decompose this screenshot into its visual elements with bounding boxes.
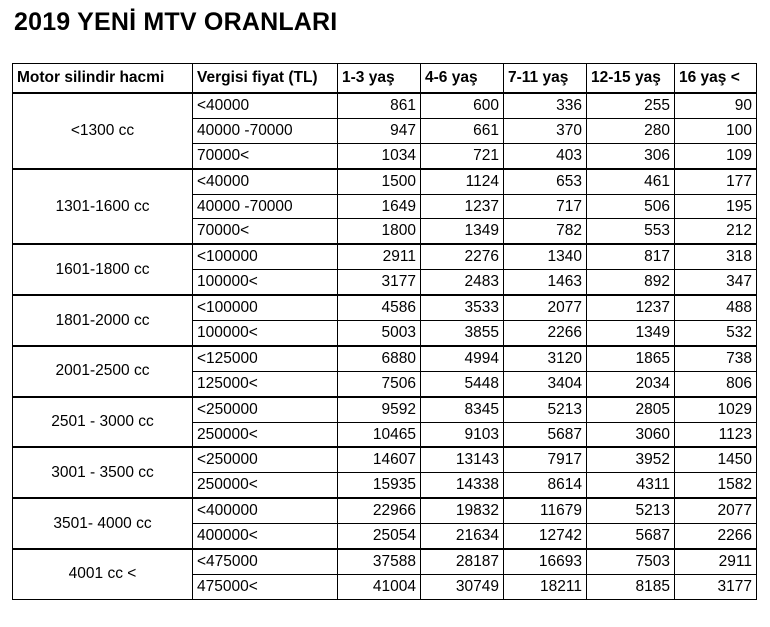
tax-value-cell: 806 (675, 371, 757, 396)
tax-value-cell: 947 (338, 118, 421, 143)
tax-value-cell: 19832 (421, 498, 504, 523)
tax-value-cell: 2077 (504, 295, 587, 320)
tax-value-cell: 336 (504, 93, 587, 118)
tax-value-cell: 28187 (421, 549, 504, 574)
table-row (13, 447, 757, 472)
price-range-cell: 40000 -70000 (193, 194, 338, 219)
tax-value-cell: 5687 (587, 524, 675, 549)
tax-value-cell: 1340 (504, 244, 587, 269)
tax-value-cell: 1349 (421, 219, 504, 244)
tax-value-cell: 506 (587, 194, 675, 219)
tax-value-cell: 14607 (338, 447, 421, 472)
engine-capacity-cell: 1601-1800 cc (13, 244, 193, 295)
table-body (13, 93, 757, 599)
tax-value-cell: 1865 (587, 346, 675, 371)
tax-value-cell: 4586 (338, 295, 421, 320)
price-range-cell: 400000< (193, 524, 338, 549)
engine-capacity-cell: 3501- 4000 cc (13, 498, 193, 549)
tax-value-cell: 3120 (504, 346, 587, 371)
table-row (13, 549, 757, 574)
price-range-cell: 100000< (193, 321, 338, 346)
table-header-row (13, 64, 757, 94)
tax-value-cell: 8614 (504, 473, 587, 498)
tax-value-cell: 738 (675, 346, 757, 371)
tax-value-cell: 1800 (338, 219, 421, 244)
price-range-cell: <250000 (193, 447, 338, 472)
tax-value-cell: 5448 (421, 371, 504, 396)
tax-value-cell: 661 (421, 118, 504, 143)
column-header: 4-6 yaş (421, 64, 504, 94)
tax-value-cell: 9592 (338, 397, 421, 422)
tax-value-cell: 7503 (587, 549, 675, 574)
price-range-cell: <40000 (193, 169, 338, 194)
column-header: Motor silindir hacmi (13, 64, 193, 94)
table-row (13, 295, 757, 320)
price-range-cell: <100000 (193, 295, 338, 320)
tax-value-cell: 2266 (504, 321, 587, 346)
tax-value-cell: 553 (587, 219, 675, 244)
engine-capacity-cell: 2501 - 3000 cc (13, 397, 193, 448)
engine-capacity-cell: <1300 cc (13, 93, 193, 169)
price-range-cell: 100000< (193, 270, 338, 295)
tax-value-cell: 5213 (587, 498, 675, 523)
tax-value-cell: 461 (587, 169, 675, 194)
tax-value-cell: 5687 (504, 422, 587, 447)
price-range-cell: 70000< (193, 219, 338, 244)
tax-value-cell: 100 (675, 118, 757, 143)
tax-value-cell: 255 (587, 93, 675, 118)
column-header: 16 yaş < (675, 64, 757, 94)
tax-value-cell: 12742 (504, 524, 587, 549)
tax-value-cell: 782 (504, 219, 587, 244)
tax-value-cell: 13143 (421, 447, 504, 472)
engine-capacity-cell: 1301-1600 cc (13, 169, 193, 245)
tax-value-cell: 8185 (587, 574, 675, 599)
tax-value-cell: 306 (587, 143, 675, 168)
tax-value-cell: 1500 (338, 169, 421, 194)
tax-value-cell: 30749 (421, 574, 504, 599)
tax-value-cell: 3952 (587, 447, 675, 472)
tax-value-cell: 3855 (421, 321, 504, 346)
tax-value-cell: 1349 (587, 321, 675, 346)
price-range-cell: <100000 (193, 244, 338, 269)
tax-value-cell: 11679 (504, 498, 587, 523)
tax-value-cell: 1123 (675, 422, 757, 447)
tax-value-cell: 90 (675, 93, 757, 118)
tax-value-cell: 2266 (675, 524, 757, 549)
column-header: 12-15 yaş (587, 64, 675, 94)
column-header: 7-11 yaş (504, 64, 587, 94)
tax-value-cell: 109 (675, 143, 757, 168)
tax-value-cell: 195 (675, 194, 757, 219)
table-row (13, 244, 757, 269)
tax-value-cell: 4994 (421, 346, 504, 371)
engine-capacity-cell: 1801-2000 cc (13, 295, 193, 346)
table-row (13, 346, 757, 371)
tax-value-cell: 280 (587, 118, 675, 143)
tax-value-cell: 861 (338, 93, 421, 118)
tax-value-cell: 3177 (675, 574, 757, 599)
price-range-cell: <400000 (193, 498, 338, 523)
tax-value-cell: 8345 (421, 397, 504, 422)
tax-value-cell: 16693 (504, 549, 587, 574)
tax-value-cell: 6880 (338, 346, 421, 371)
mtv-rates-table (12, 63, 757, 600)
tax-value-cell: 21634 (421, 524, 504, 549)
tax-value-cell: 721 (421, 143, 504, 168)
tax-value-cell: 370 (504, 118, 587, 143)
tax-value-cell: 4311 (587, 473, 675, 498)
tax-value-cell: 177 (675, 169, 757, 194)
tax-value-cell: 488 (675, 295, 757, 320)
price-range-cell: 250000< (193, 473, 338, 498)
tax-value-cell: 2911 (338, 244, 421, 269)
tax-value-cell: 1582 (675, 473, 757, 498)
tax-value-cell: 15935 (338, 473, 421, 498)
tax-value-cell: 14338 (421, 473, 504, 498)
tax-value-cell: 37588 (338, 549, 421, 574)
tax-value-cell: 5003 (338, 321, 421, 346)
price-range-cell: <125000 (193, 346, 338, 371)
tax-value-cell: 1450 (675, 447, 757, 472)
table-row (13, 93, 757, 118)
tax-value-cell: 7917 (504, 447, 587, 472)
tax-value-cell: 10465 (338, 422, 421, 447)
price-range-cell: <475000 (193, 549, 338, 574)
tax-value-cell: 717 (504, 194, 587, 219)
column-header: Vergisi fiyat (TL) (193, 64, 338, 94)
engine-capacity-cell: 4001 cc < (13, 549, 193, 599)
tax-value-cell: 9103 (421, 422, 504, 447)
tax-value-cell: 347 (675, 270, 757, 295)
price-range-cell: 70000< (193, 143, 338, 168)
tax-value-cell: 18211 (504, 574, 587, 599)
table-row (13, 397, 757, 422)
tax-value-cell: 2911 (675, 549, 757, 574)
price-range-cell: <40000 (193, 93, 338, 118)
tax-value-cell: 1124 (421, 169, 504, 194)
tax-value-cell: 5213 (504, 397, 587, 422)
page-title: 2019 YENİ MTV ORANLARI (14, 8, 338, 36)
price-range-cell: 475000< (193, 574, 338, 599)
tax-value-cell: 1029 (675, 397, 757, 422)
tax-value-cell: 817 (587, 244, 675, 269)
table-row (13, 169, 757, 194)
tax-value-cell: 41004 (338, 574, 421, 599)
tax-value-cell: 3404 (504, 371, 587, 396)
tax-value-cell: 2034 (587, 371, 675, 396)
tax-value-cell: 2276 (421, 244, 504, 269)
tax-value-cell: 1237 (587, 295, 675, 320)
tax-value-cell: 22966 (338, 498, 421, 523)
tax-value-cell: 1237 (421, 194, 504, 219)
tax-value-cell: 3177 (338, 270, 421, 295)
tax-value-cell: 532 (675, 321, 757, 346)
price-range-cell: 40000 -70000 (193, 118, 338, 143)
tax-value-cell: 3060 (587, 422, 675, 447)
tax-value-cell: 653 (504, 169, 587, 194)
price-range-cell: 250000< (193, 422, 338, 447)
engine-capacity-cell: 3001 - 3500 cc (13, 447, 193, 498)
tax-value-cell: 318 (675, 244, 757, 269)
engine-capacity-cell: 2001-2500 cc (13, 346, 193, 397)
tax-value-cell: 403 (504, 143, 587, 168)
tax-value-cell: 212 (675, 219, 757, 244)
tax-value-cell: 7506 (338, 371, 421, 396)
tax-value-cell: 2805 (587, 397, 675, 422)
tax-value-cell: 25054 (338, 524, 421, 549)
tax-value-cell: 1463 (504, 270, 587, 295)
tax-value-cell: 892 (587, 270, 675, 295)
tax-value-cell: 2483 (421, 270, 504, 295)
tax-value-cell: 3533 (421, 295, 504, 320)
column-header: 1-3 yaş (338, 64, 421, 94)
tax-value-cell: 2077 (675, 498, 757, 523)
price-range-cell: <250000 (193, 397, 338, 422)
tax-value-cell: 1649 (338, 194, 421, 219)
table-row (13, 498, 757, 523)
price-range-cell: 125000< (193, 371, 338, 396)
tax-value-cell: 600 (421, 93, 504, 118)
tax-value-cell: 1034 (338, 143, 421, 168)
